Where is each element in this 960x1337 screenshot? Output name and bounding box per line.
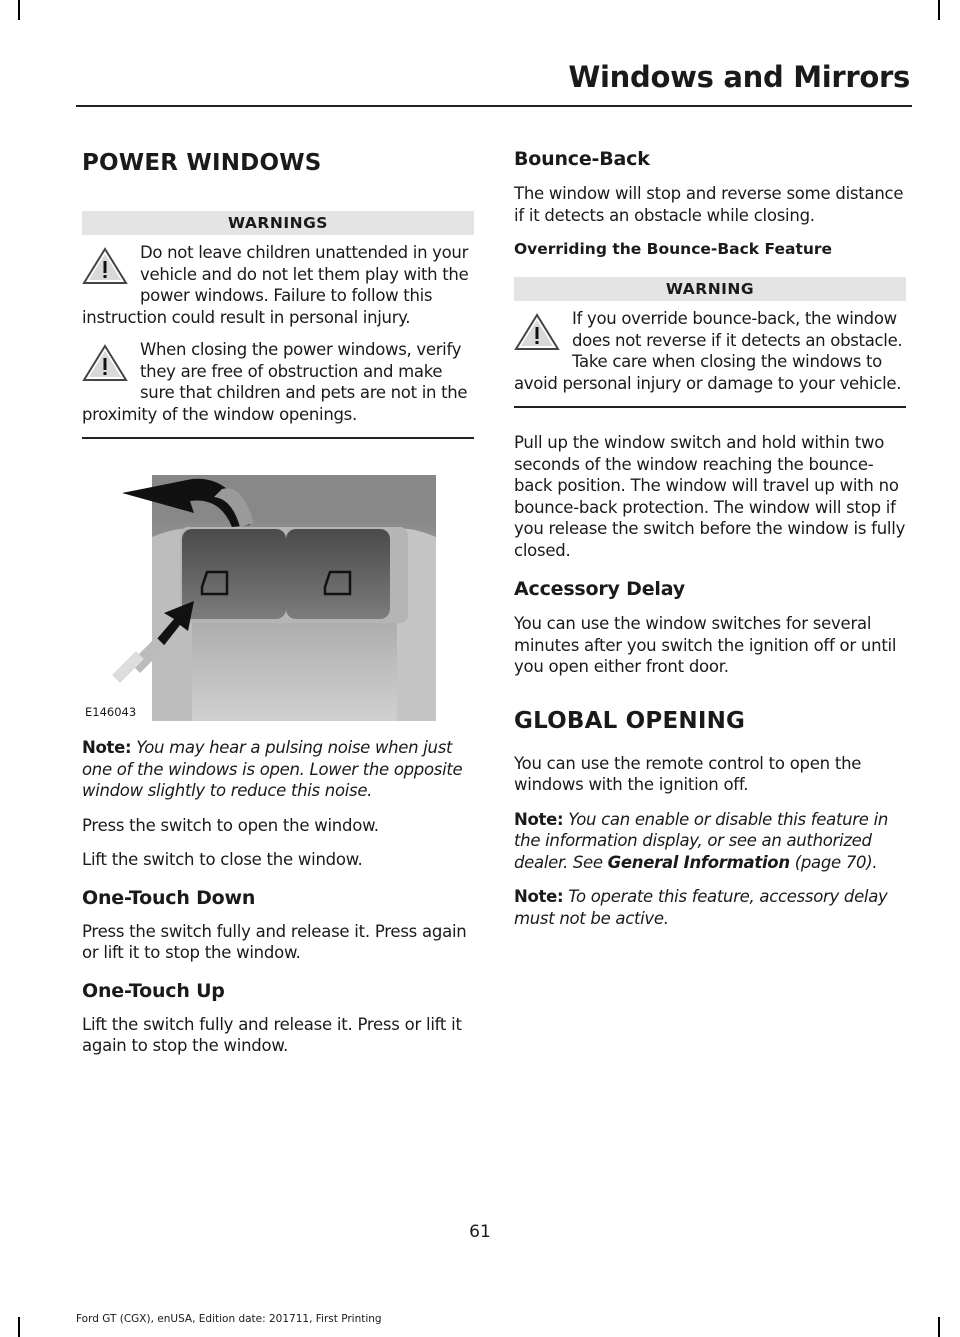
warnings-end-rule (82, 437, 474, 439)
note-text: You may hear a pulsing noise when just one of the windows is open. Lower the opposite window slightly to reduce this noise. (82, 738, 463, 800)
crop-mark (18, 1317, 20, 1337)
crop-mark (938, 0, 940, 20)
note-label: Note: (514, 887, 564, 906)
left-column (82, 138, 474, 1057)
crop-mark (18, 0, 20, 20)
warning-text: If you override bounce-back, the window does not reverse if it detects an obstacle. Take care when closing the windows to avoid personal injury or damage to your vehicle. (514, 309, 903, 393)
warning-triangle-icon (82, 246, 132, 288)
section-title-global-opening: GLOBAL OPENING (514, 707, 746, 734)
crop-mark (938, 1317, 940, 1337)
switch-panel-image (82, 467, 474, 725)
general-information-link[interactable]: General Information (607, 852, 790, 872)
note-label: Note: (514, 809, 564, 829)
page-number: 61 (469, 1222, 491, 1242)
warning-triangle-icon (82, 343, 132, 385)
right-column (514, 138, 906, 929)
accessory-delay-text: You can use the window switches for several minutes after you switch the ignition off or until you open either front door. (514, 614, 897, 676)
window-switch-illustration (82, 467, 474, 725)
note-text: You can enable or disable this feature in the information display, or see an authorized dealer. See (514, 809, 889, 872)
bounce-back-text: The window will stop and reverse some distance if it detects an obstacle while closing. (514, 184, 904, 225)
note-text: To operate this feature, accessory delay must not be active. (514, 887, 888, 928)
edition-footer: Ford GT (CGX), enUSA, Edition date: 201711, First Printing (76, 1313, 382, 1325)
note (514, 886, 906, 929)
warning-item (82, 339, 474, 425)
override-title: Overriding the Bounce-Back Feature (514, 240, 833, 258)
note (514, 809, 906, 874)
press-instruction: Press the switch to open the window. (82, 815, 379, 835)
note (82, 737, 474, 802)
override-instructions: Pull up the window switch and hold within two seconds of the window reaching the bounce-back position. The window will travel up with no bounce-back protection. The window will stop if you release the switch before the window is fully closed. (514, 433, 906, 560)
subsection-title-one-touch-up: One-Touch Up (82, 979, 225, 1002)
section-title-power-windows: POWER WINDOWS (82, 150, 322, 176)
warning-item (82, 242, 474, 328)
page-reference: (page 70). (789, 852, 878, 872)
warning-text: When closing the power windows, verify they are free of obstruction and make sure that children and pets are not in the proximity of the window openings. (82, 340, 468, 424)
one-touch-down-text: Press the switch fully and release it. Press again or lift it to stop the window. (82, 921, 467, 962)
subsection-title-accessory-delay: Accessory Delay (514, 578, 685, 600)
warning-item (514, 308, 906, 394)
warning-end-rule (514, 406, 906, 408)
subsection-title-one-touch-down: One-Touch Down (82, 886, 256, 909)
warning-text: Do not leave children unattended in your vehicle and do not let them play with the power windows. Failure to follow this instruction could result in personal injury. (82, 243, 469, 327)
header-divider (76, 105, 912, 107)
page-title: Windows and Mirrors (568, 60, 910, 94)
lift-instruction: Lift the switch to close the window. (82, 850, 363, 869)
note-label: Note: (82, 738, 132, 757)
warning-heading: WARNING (514, 277, 906, 301)
figure-code: E146043 (85, 705, 137, 719)
subsection-title-bounce-back: Bounce-Back (514, 148, 650, 170)
warning-triangle-icon (514, 312, 564, 354)
one-touch-up-text: Lift the switch fully and release it. Press or lift it again to stop the window. (82, 1014, 462, 1055)
warnings-heading: WARNINGS (82, 211, 474, 235)
global-opening-text: You can use the remote control to open the windows with the ignition off. (514, 753, 862, 794)
